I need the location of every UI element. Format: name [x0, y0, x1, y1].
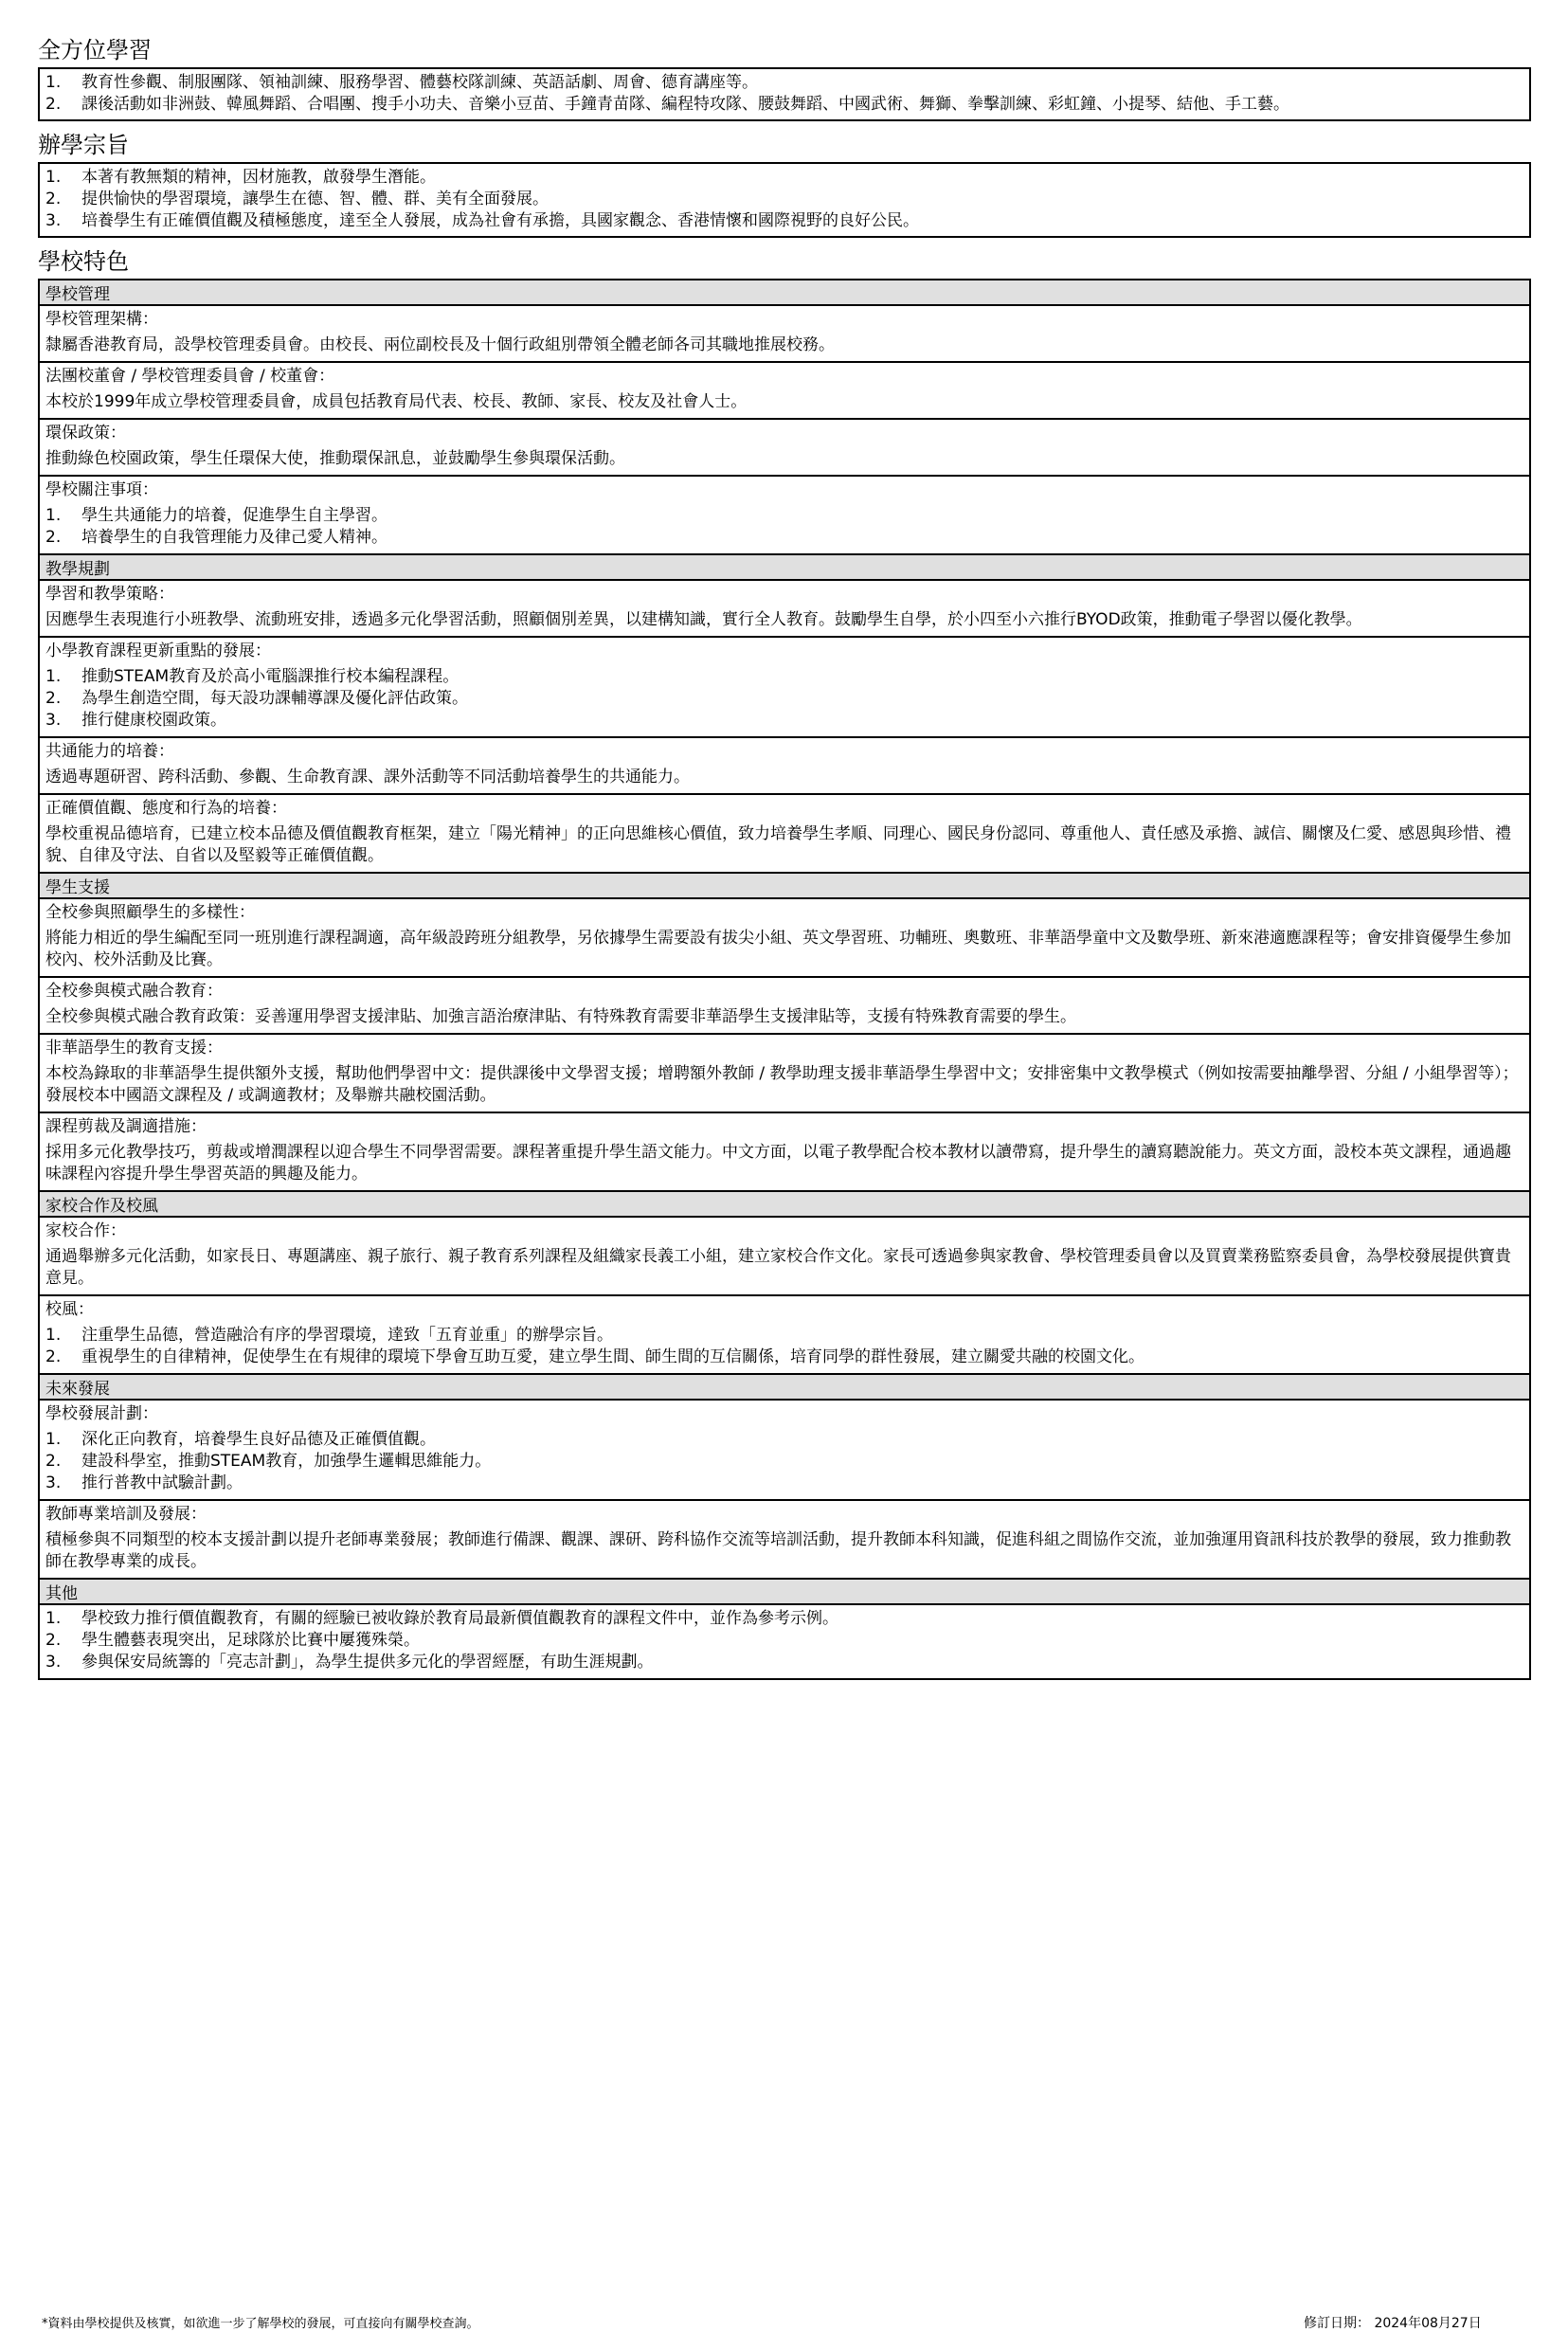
- feature-item: [40, 306, 1529, 363]
- feature-item: [40, 1035, 1529, 1113]
- footnote: *資料由學校提供及核實，如欲進一步了解學校的發展，可直接向有關學校查詢。: [42, 2317, 479, 2331]
- feature-item: [40, 581, 1529, 638]
- feature-label: 法團校董會 / 學校管理委員會 / 校董會：: [45, 367, 335, 386]
- list-item: [45, 710, 1523, 732]
- section-title-school-features: 學校特色: [38, 248, 129, 275]
- list-item: [45, 505, 1523, 527]
- revision-value: 2024年08月27日: [1374, 2316, 1482, 2331]
- list-item: 1. 教育性參觀、制服團隊、領袖訓練、服務學習、體藝校隊訓練、英語話劇、周會、德育講座等。: [45, 73, 758, 92]
- feature-text: 全校參與模式融合教育政策：妥善運用學習支援津貼、加強言語治療津貼、有特殊教育需要非華語學生支援津貼等，支援有特殊教育需要的學生。: [45, 1007, 1076, 1026]
- feature-label: 非華語學生的教育支援：: [45, 1039, 223, 1058]
- feature-label: 教師專業培訓及發展：: [45, 1505, 207, 1524]
- feature-label: 課程剪裁及調適措施：: [45, 1117, 207, 1136]
- list-item: [45, 1429, 1523, 1451]
- feature-label: 全校參與模式融合教育：: [45, 982, 223, 1001]
- list-number: 3.: [45, 1653, 62, 1672]
- list-item: 3. 培養學生有正確價值觀及積極態度，達至全人發展，成為社會有承擔，具國家觀念、香港情懷和國際視野的良好公民。: [45, 211, 919, 230]
- all-round-learning-box: [38, 67, 1531, 121]
- feature-item: [40, 363, 1529, 420]
- category-header: 教學規劃: [40, 555, 1529, 581]
- feature-item: [40, 1218, 1529, 1296]
- list-number: 1.: [45, 1430, 62, 1449]
- section-title-mission: 辦學宗旨: [38, 132, 129, 158]
- feature-item: [40, 899, 1529, 978]
- list-text: 注重學生品德，營造融洽有序的學習環境，達致「五育並重」的辦學宗旨。: [81, 1326, 613, 1345]
- list-number: 2.: [45, 1452, 62, 1471]
- feature-label: 小學教育課程更新重點的發展：: [45, 642, 271, 660]
- list-number: 2.: [45, 1347, 62, 1366]
- list-item: [45, 1630, 1523, 1652]
- feature-item: [40, 1401, 1529, 1501]
- feature-item: [40, 1296, 1529, 1375]
- feature-text: 採用多元化教學技巧，剪裁或增潤課程以迎合學生不同學習需要。課程著重提升學生語文能力。中文方面，以電子教學配合校本教材以讀帶寫，提升學生的讀寫聽說能力。英文方面，設校本英文課程，通過趣味課程內容提升學生學習英語的興趣及能力。: [45, 1143, 1511, 1184]
- list-number: 1.: [45, 667, 62, 686]
- category-header: 學生支援: [40, 874, 1529, 899]
- feature-item: [40, 795, 1529, 874]
- list-item: [45, 1652, 1523, 1673]
- school-profile-page: [38, 36, 1531, 1680]
- feature-text: 積極參與不同類型的校本支援計劃以提升老師專業發展；教師進行備課、觀課、課研、跨科協作交流等培訓活動，提升教師本科知識，促進科組之間協作交流，並加強運用資訊科技於教學的發展，致力推動教師在教學專業的成長。: [45, 1530, 1511, 1571]
- feature-item: [40, 420, 1529, 477]
- list-item: [45, 1608, 1523, 1630]
- feature-item: [40, 738, 1529, 795]
- feature-item: [40, 638, 1529, 738]
- feature-label: 學習和教學策略：: [45, 585, 174, 604]
- list-number: 3.: [45, 711, 62, 730]
- list-item: 2. 課後活動如非洲鼓、韓風舞蹈、合唱團、搜手小功夫、音樂小豆苗、手鐘青苗隊、編程特攻隊、腰鼓舞蹈、中國武術、舞獅、拳擊訓練、彩虹鐘、小提琴、結他、手工藝。: [45, 95, 1289, 114]
- feature-text: 學校重視品德培育，已建立校本品德及價值觀教育框架，建立「陽光精神」的正向思維核心價值，致力培養學生孝順、同理心、國民身份認同、尊重他人、責任感及承擔、誠信、關懷及仁愛、感恩與珍惜、禮貌、自律及守法、自省以及堅毅等正確價值觀。: [45, 824, 1511, 865]
- revision-date: [1304, 2313, 1482, 2332]
- feature-label: 學校發展計劃：: [45, 1404, 158, 1423]
- list-item: [45, 1325, 1523, 1347]
- feature-label: 全校參與照顧學生的多樣性：: [45, 903, 255, 922]
- feature-item: [40, 1501, 1529, 1580]
- feature-item: [40, 978, 1529, 1035]
- list-text: 學校致力推行價值觀教育，有關的經驗已被收錄於教育局最新價值觀教育的課程文件中，並作為參考示例。: [81, 1609, 838, 1628]
- list-text: 建設科學室，推動STEAM教育，加強學生邏輯思維能力。: [81, 1452, 492, 1471]
- feature-text: 本校為錄取的非華語學生提供額外支援，幫助他們學習中文：提供課後中文學習支援；增聘額外教師 / 教學助理支援非華語學生學習中文；安排密集中文教學模式（例如按需要抽離學習、分組 / 小組學習等）；發展校本中國語文課程及 / 或調適教材；及舉辦共融校園活動。: [45, 1064, 1519, 1105]
- feature-label: 家校合作：: [45, 1221, 126, 1240]
- category-header: 家校合作及校風: [40, 1192, 1529, 1218]
- feature-text: 推動綠色校園政策，學生任環保大使，推動環保訊息，並鼓勵學生參與環保活動。: [45, 449, 625, 468]
- section-title-all-round-learning: 全方位學習: [38, 37, 152, 63]
- list-text: 深化正向教育，培養學生良好品德及正確價值觀。: [81, 1430, 436, 1449]
- list-item: 1. 本著有教無類的精神，因材施教，啟發學生潛能。: [45, 168, 436, 187]
- list-item: 2. 提供愉快的學習環境，讓學生在德、智、體、群、美有全面發展。: [45, 190, 549, 208]
- feature-text: 隸屬香港教育局，設學校管理委員會。由校長、兩位副校長及十個行政組別帶領全體老師各司其職地推展校務。: [45, 335, 835, 354]
- list-number: 3.: [45, 1473, 62, 1492]
- list-text: 推動STEAM教育及於高小電腦課推行校本編程課程。: [81, 667, 460, 686]
- feature-text: 本校於1999年成立學校管理委員會，成員包括教育局代表、校長、教師、家長、校友及社會人士。: [45, 392, 748, 411]
- list-number: 2.: [45, 1631, 62, 1650]
- category-header: 其他: [40, 1580, 1529, 1605]
- feature-text: 將能力相近的學生編配至同一班別進行課程調適，高年級設跨班分組教學，另依據學生需要設有拔尖小組、英文學習班、功輔班、奧數班、非華語學童中文及數學班、新來港適應課程等；會安排資優學生參加校內、校外活動及比賽。: [45, 929, 1511, 969]
- list-text: 參與保安局統籌的「亮志計劃」，為學生提供多元化的學習經歷，有助生涯規劃。: [81, 1653, 654, 1672]
- feature-text: 因應學生表現進行小班教學、流動班安排，透過多元化學習活動，照顧個別差異，以建構知識，實行全人教育。鼓勵學生自學，於小四至小六推行BYOD政策，推動電子學習以優化教學。: [45, 610, 1362, 629]
- feature-item: [40, 1605, 1529, 1678]
- feature-text: 通過舉辦多元化活動，如家長日、專題講座、親子旅行、親子教育系列課程及組織家長義工小組，建立家校合作文化。家長可透過參與家教會、學校管理委員會以及買賣業務監察委員會，為學校發展提供寶貴意見。: [45, 1247, 1511, 1288]
- feature-item: [40, 1113, 1529, 1192]
- feature-label: 學校關注事項：: [45, 480, 158, 499]
- mission-box: [38, 162, 1531, 238]
- list-number: 2.: [45, 528, 62, 547]
- list-number: 2.: [45, 689, 62, 708]
- feature-label: 共通能力的培養：: [45, 742, 174, 761]
- list-text: 培養學生的自我管理能力及律己愛人精神。: [81, 528, 387, 547]
- feature-label: 學校管理架構：: [45, 310, 158, 329]
- list-item: [45, 688, 1523, 710]
- list-text: 學生體藝表現突出，足球隊於比賽中屢獲殊榮。: [81, 1631, 420, 1650]
- list-text: 重視學生的自律精神，促使學生在有規律的環境下學會互助互愛，建立學生間、師生間的互信關係，培育同學的群性發展，建立關愛共融的校園文化。: [81, 1347, 1144, 1366]
- feature-label: 環保政策：: [45, 424, 126, 443]
- category-header: 未來發展: [40, 1375, 1529, 1401]
- feature-label: 校風：: [45, 1300, 94, 1319]
- category-header: 學校管理: [40, 280, 1529, 306]
- feature-label: 正確價值觀、態度和行為的培養：: [45, 799, 287, 818]
- list-text: 推行健康校園政策。: [81, 711, 226, 730]
- list-item: [45, 527, 1523, 549]
- list-item: [45, 1473, 1523, 1494]
- list-item: [45, 1451, 1523, 1473]
- feature-item: [40, 477, 1529, 555]
- revision-label: 修訂日期：: [1304, 2316, 1370, 2331]
- list-number: 1.: [45, 1326, 62, 1345]
- feature-text: 透過專題研習、跨科活動、參觀、生命教育課、課外活動等不同活動培養學生的共通能力。: [45, 768, 690, 786]
- list-text: 為學生創造空間，每天設功課輔導課及優化評估政策。: [81, 689, 468, 708]
- list-text: 學生共通能力的培養，促進學生自主學習。: [81, 506, 387, 525]
- list-number: 1.: [45, 506, 62, 525]
- list-text: 推行普教中試驗計劃。: [81, 1473, 243, 1492]
- list-item: [45, 1347, 1523, 1368]
- school-features-table: [38, 279, 1531, 1680]
- list-number: 1.: [45, 1609, 62, 1628]
- list-item: [45, 666, 1523, 688]
